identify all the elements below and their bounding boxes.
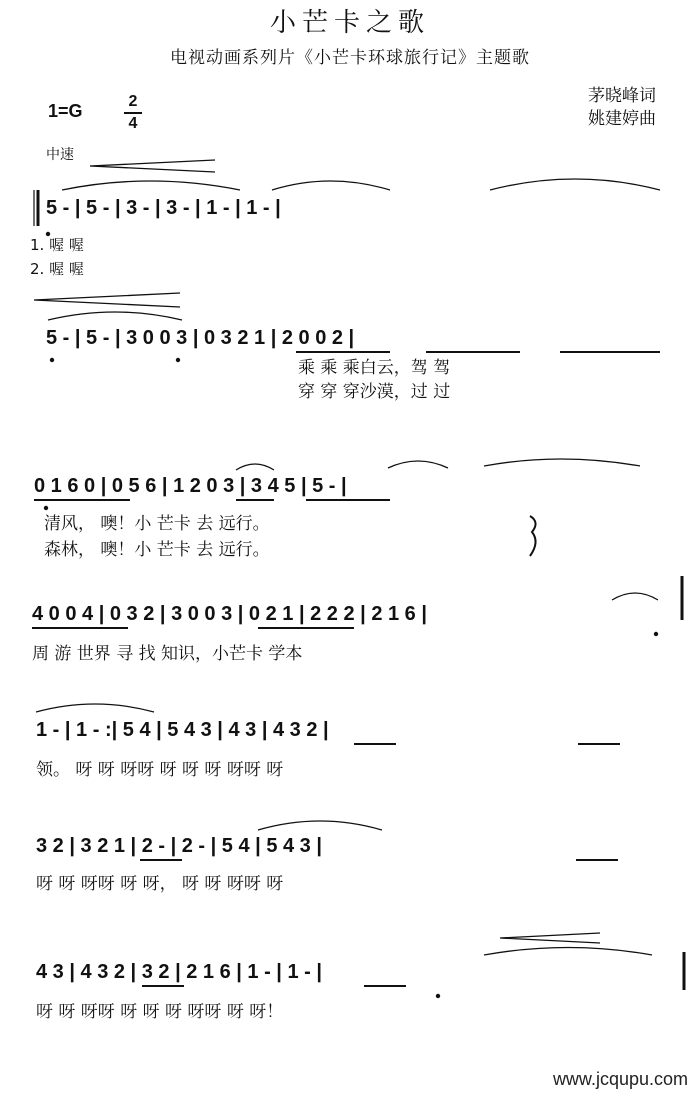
time-signature-numerator: 2 (128, 93, 138, 110)
lyric-row-6-verse-1: 呀 呀 呀呀 呀 呀， 呀 呀 呀呀 呀 (36, 874, 284, 894)
song-subtitle: 电视动画系列片《小芒卡环球旅行记》主题歌 (170, 48, 530, 68)
notes-row-5: 1 - | 1 - :| 5 4 | 5 4 3 | 4 3 | 4 3 2 | (36, 719, 329, 741)
lyric-row-4-verse-1: 周 游 世界 寻 找 知识，小芒卡 学本 (32, 644, 303, 664)
lyricist-credit: 茅晓峰词 (588, 86, 656, 106)
time-signature-denominator: 4 (128, 115, 138, 132)
slur-7 (484, 459, 640, 466)
crescendo-hairpin-3 (500, 933, 600, 943)
slur-8 (612, 593, 658, 600)
slur-4 (48, 312, 182, 320)
notes-row-3: 0 1 6 0 | 0 5 6 | 1 2 0 3 | 3 4 5 | 5 - | (34, 475, 347, 497)
verse-brace (530, 516, 536, 556)
lyric-row-3-verse-2: 森林， 噢！小 芒卡 去 远行。 (44, 540, 270, 560)
lyric-row-3-verse-1: 清风， 噢！小 芒卡 去 远行。 (44, 514, 270, 534)
notes-row-4: 4 0 0 4 | 0 3 2 | 3 0 0 3 | 0 2 1 | 2 2 2 | 2 1 6 | (32, 603, 427, 625)
slur-6 (388, 461, 448, 468)
composer-credit: 姚建婷曲 (588, 109, 656, 129)
tempo-marking: 中速 (46, 147, 74, 163)
notes-row-6: 3 2 | 3 2 1 | 2 - | 2 - | 5 4 | 5 4 3 | (36, 835, 322, 857)
lyric-row-1-verse-2: 2. 喔 喔 (30, 260, 84, 278)
lyric-row-7-verse-1: 呀 呀 呀呀 呀 呀 呀 呀呀 呀 呀！ (36, 1002, 284, 1022)
notes-row-2: 5 - | 5 - | 3 0 0 3 | 0 3 2 1 | 2 0 0 2 | (46, 327, 355, 349)
slur-5 (236, 464, 274, 470)
watermark: www.jcqupu.com (552, 1069, 688, 1089)
song-title: 小芒卡之歌 (269, 8, 430, 38)
notes-row-7: 4 3 | 4 3 2 | 3 2 | 2 1 6 | 1 - | 1 - | (36, 961, 322, 983)
lyric-row-1-verse-1: 1. 喔 喔 (30, 236, 84, 254)
slur-9 (36, 704, 154, 712)
slur-2 (272, 181, 390, 190)
slur-10 (258, 821, 382, 830)
notes-row-1: 5 - | 5 - | 3 - | 3 - | 1 - | 1 - | (46, 197, 281, 219)
crescendo-hairpin-2 (34, 293, 180, 307)
slur-1 (62, 181, 240, 190)
lyric-row-5-verse-1: 领。 呀 呀 呀呀 呀 呀 呀 呀呀 呀 (36, 760, 284, 780)
lyric-row-2-verse-1: 乘 乘 乘白云，驾 驾 (298, 358, 451, 378)
key-signature: 1=G (48, 101, 83, 121)
slur-11 (484, 948, 652, 956)
slur-3 (490, 179, 660, 190)
crescendo-hairpin-1 (90, 160, 215, 172)
lyric-row-2-verse-2: 穿 穿 穿沙漠，过 过 (298, 382, 451, 402)
